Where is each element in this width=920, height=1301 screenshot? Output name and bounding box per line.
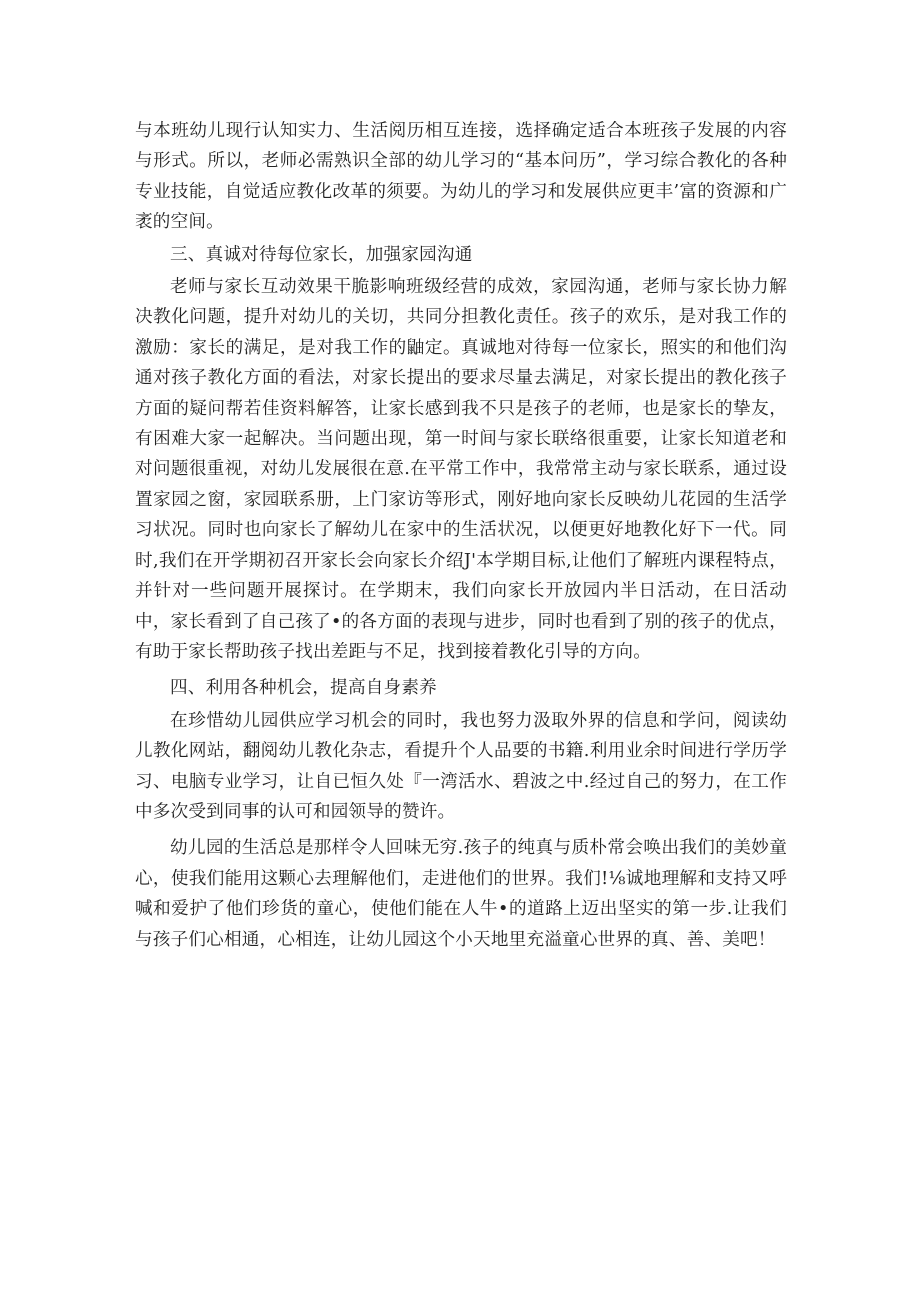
paragraph-parent-communication: 老师与家长互动效果干脆影响班级经营的成效，家园沟通，老师与家长协力解决教化问题，提升对幼儿的关切，共同分担教化责任。孩子的欢乐，是对我工作的激励：家长的满足，是对我工作的鼬定。真诚地对待每一位家长，照实的和他们沟通对孩子教化方面的看法，对家长提出的要求尽量去满足，对家长提出的教化孩子方面的疑问帮若佳资料解答，让家长感到我不只是孩子的老师，也是家长的挚友，有困难大家一起解决。当问题出现，第一时间与家长联络很重要，让家长知道老和对问题很重视，对幼儿发展很在意.在平常工作中，我常常主动与家长联系，通过设置家园之窗，家园联系册，上门家访等形式，刚好地向家长反映幼儿花园的生活学习状况。同时也向家长了解幼儿在家中的生活状况，以便更好地教化好下一代。同时,我们在开学期初召开家长会向家长介绍J'本学期目标,让他们了解班内课程特点，并针对一些问题开展探讨。在学期末，我们向家长开放园内半日活动，在日活动中，家长看到了自己孩了•的各方面的表现与进步，同时也看到了别的孩子的优点，有助于家长帮助孩子找出差距与不足，找到接着教化引导的方向。	[135, 277, 787, 662]
section-heading-4: 四、利用各种机会，提高自身素养	[170, 678, 437, 699]
paragraph-self-improvement: 在珍惜幼儿园供应学习机会的同时，我也努力汲取外界的信息和学问，阅读幼儿教化网站，翻阅幼儿教化杂志，看提升个人品要的书籍.利用业余时间进行学历学习、电脑专业学习，让自已恒久处『一湾活水、碧波之中.经过自己的努力，在工作中多次受到同事的认可和园领导的赞许。	[135, 710, 787, 822]
paragraph-continuation: 与本班幼儿现行认知实力、生活阅历相互连接，选择确定适合本班孩子发展的内容与形式。所以，老师必需熟识全部的幼儿学习的“基本问历”，学习综合教化的各种专业技能，自觉适应教化改革的须要。为幼儿的学习和发展供应更丰’富的资源和广袤的空间。	[135, 121, 787, 233]
paragraph-conclusion: 幼儿园的生活总是那样令人回味无穷.孩子的纯真与质朴常会唤出我们的美妙童心，使我们能用这颗心去理解他们，走进他们的世界。我们!⅛诚地理解和支持又呼喊和爱护了他们珍货的童心，使他们能在人牛•的道路上迈出坚实的第一步.让我们与孩子们心相通，心相连，让幼儿园这个小天地里充溢童心世界的真、善、美吧！	[135, 838, 787, 950]
document-body	[135, 116, 787, 955]
section-heading-3: 三、真诚对待每位家长，加强家园沟通	[170, 244, 473, 265]
